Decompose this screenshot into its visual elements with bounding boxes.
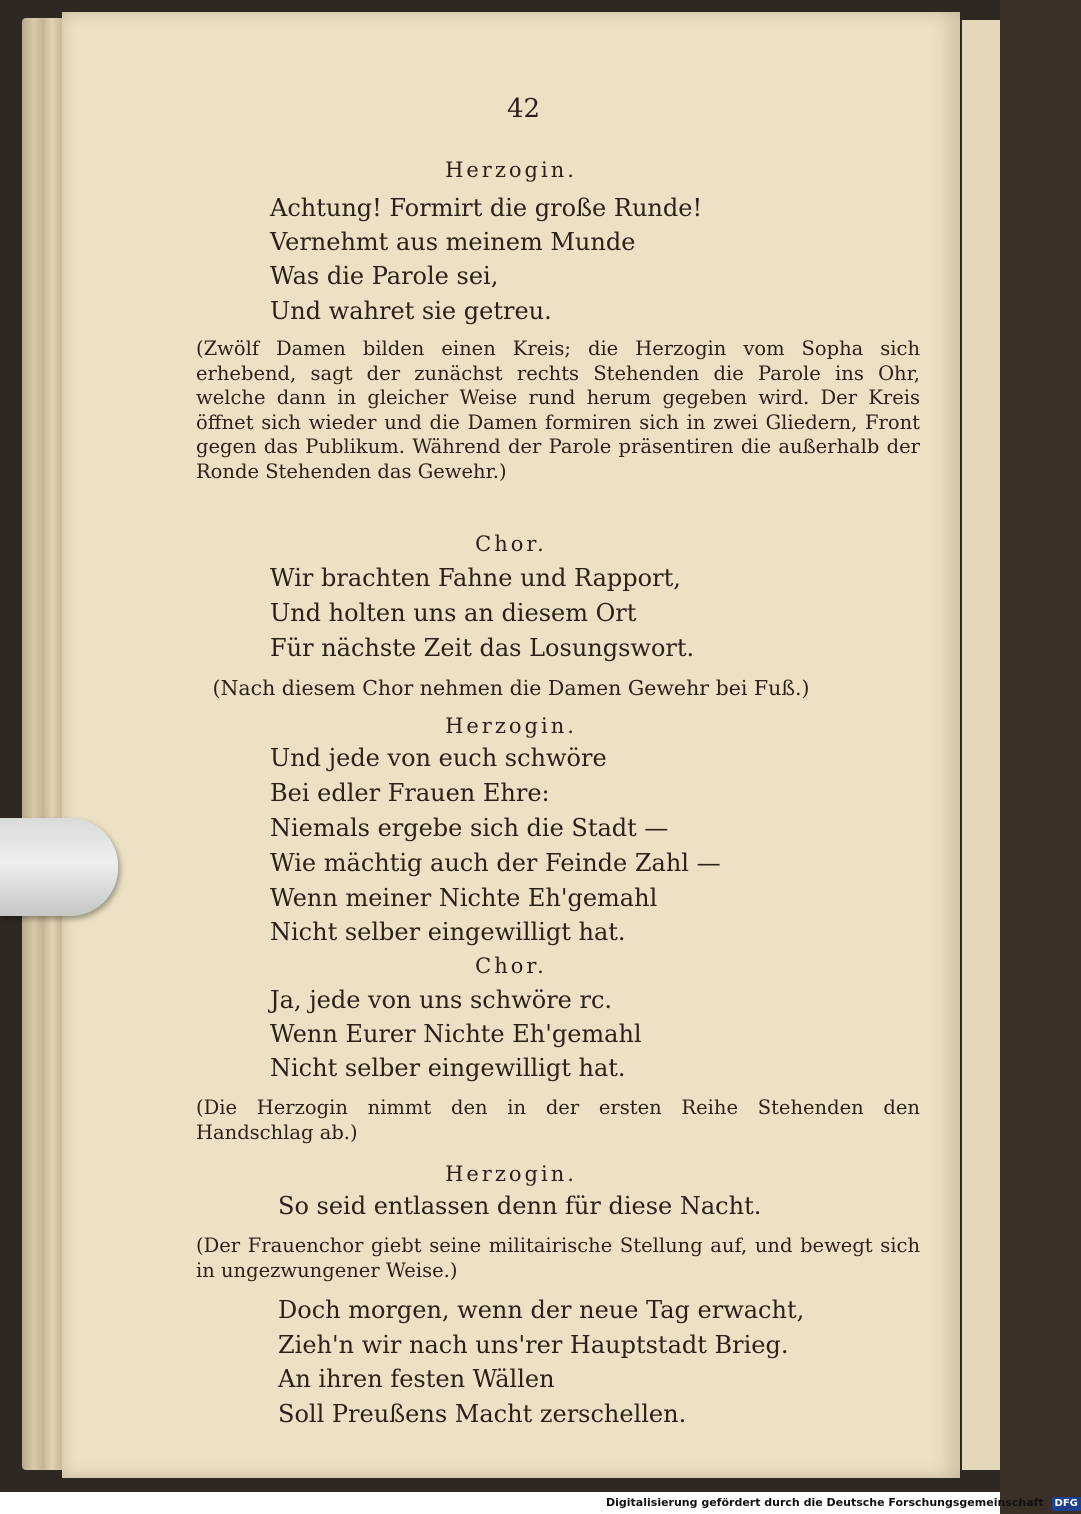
page-holder-tab [0,818,118,916]
speaker-heading: Chor. [475,532,547,556]
verse-line: Achtung! Formirt die große Runde! [270,194,703,222]
stage-direction: (Nach diesem Chor nehmen die Damen Gewehr bei Fuß.) [212,676,810,700]
digitization-credit [600,1492,1078,1514]
speaker-heading: Herzogin. [445,714,577,738]
verse-line: Und wahret sie getreu. [270,297,552,325]
speaker-heading: Herzogin. [445,1162,577,1186]
verse-line: Vernehmt aus meinem Munde [270,228,636,256]
verse-line: Nicht selber eingewilligt hat. [270,1054,626,1082]
verse-line: Nicht selber eingewilligt hat. [270,918,626,946]
verse-line: Was die Parole sei, [270,262,499,290]
footer-strip [0,1492,600,1514]
verse-line: Doch morgen, wenn der neue Tag erwacht, [278,1296,805,1324]
verse-line: An ihren festen Wällen [278,1365,555,1393]
speaker-heading: Herzogin. [445,158,577,182]
credit-text: Digitalisierung gefördert durch die Deutsche Forschungsgemeinschaft [606,1496,1044,1509]
verse-line: Und jede von euch schwöre [270,744,607,772]
verse-line: Wenn meiner Nichte Eh'gemahl [270,884,658,912]
page-number: 42 [507,94,541,124]
verse-line: So seid entlassen denn für diese Nacht. [278,1192,762,1220]
verse-line: Zieh'n wir nach uns'rer Hauptstadt Brieg. [278,1331,789,1359]
facing-page-edge [962,20,1000,1470]
verse-line: Wir brachten Fahne und Rapport, [270,564,681,592]
verse-line: Wie mächtig auch der Feinde Zahl — [270,849,721,877]
stage-direction: (Der Frauenchor giebt seine militairische Stellung auf, und bewegt sich in ungezwungener Weise.) [196,1234,920,1282]
verse-line: Wenn Eurer Nichte Eh'gemahl [270,1020,642,1048]
stage-direction: (Zwölf Damen bilden einen Kreis; die Herzogin vom Sopha sich erhebend, sagt der zunächst rechts Stehenden die Parole ins Ohr, welche dann in gleicher Weise rund herum gegeben wird. Der Kreis öffnet sich wieder und die Damen formiren sich in zwei Gliedern, Front gegen das Publikum. Während der Parole präsentiren die außerhalb der Ronde Stehenden das Gewehr.) [196,337,920,483]
verse-line: Soll Preußens Macht zerschellen. [278,1400,687,1428]
verse-line: Ja, jede von uns schwöre rc. [270,986,613,1014]
verse-line: Bei edler Frauen Ehre: [270,779,550,807]
speaker-heading: Chor. [475,954,547,978]
verse-line: Und holten uns an diesem Ort [270,599,637,627]
verse-line: Niemals ergebe sich die Stadt — [270,814,669,842]
verse-line: Für nächste Zeit das Losungswort. [270,634,695,662]
stage-direction: (Die Herzogin nimmt den in der ersten Reihe Stehenden den Handschlag ab.) [196,1096,920,1144]
dfg-logo: DFG [1052,1497,1081,1511]
book-page [62,12,960,1478]
